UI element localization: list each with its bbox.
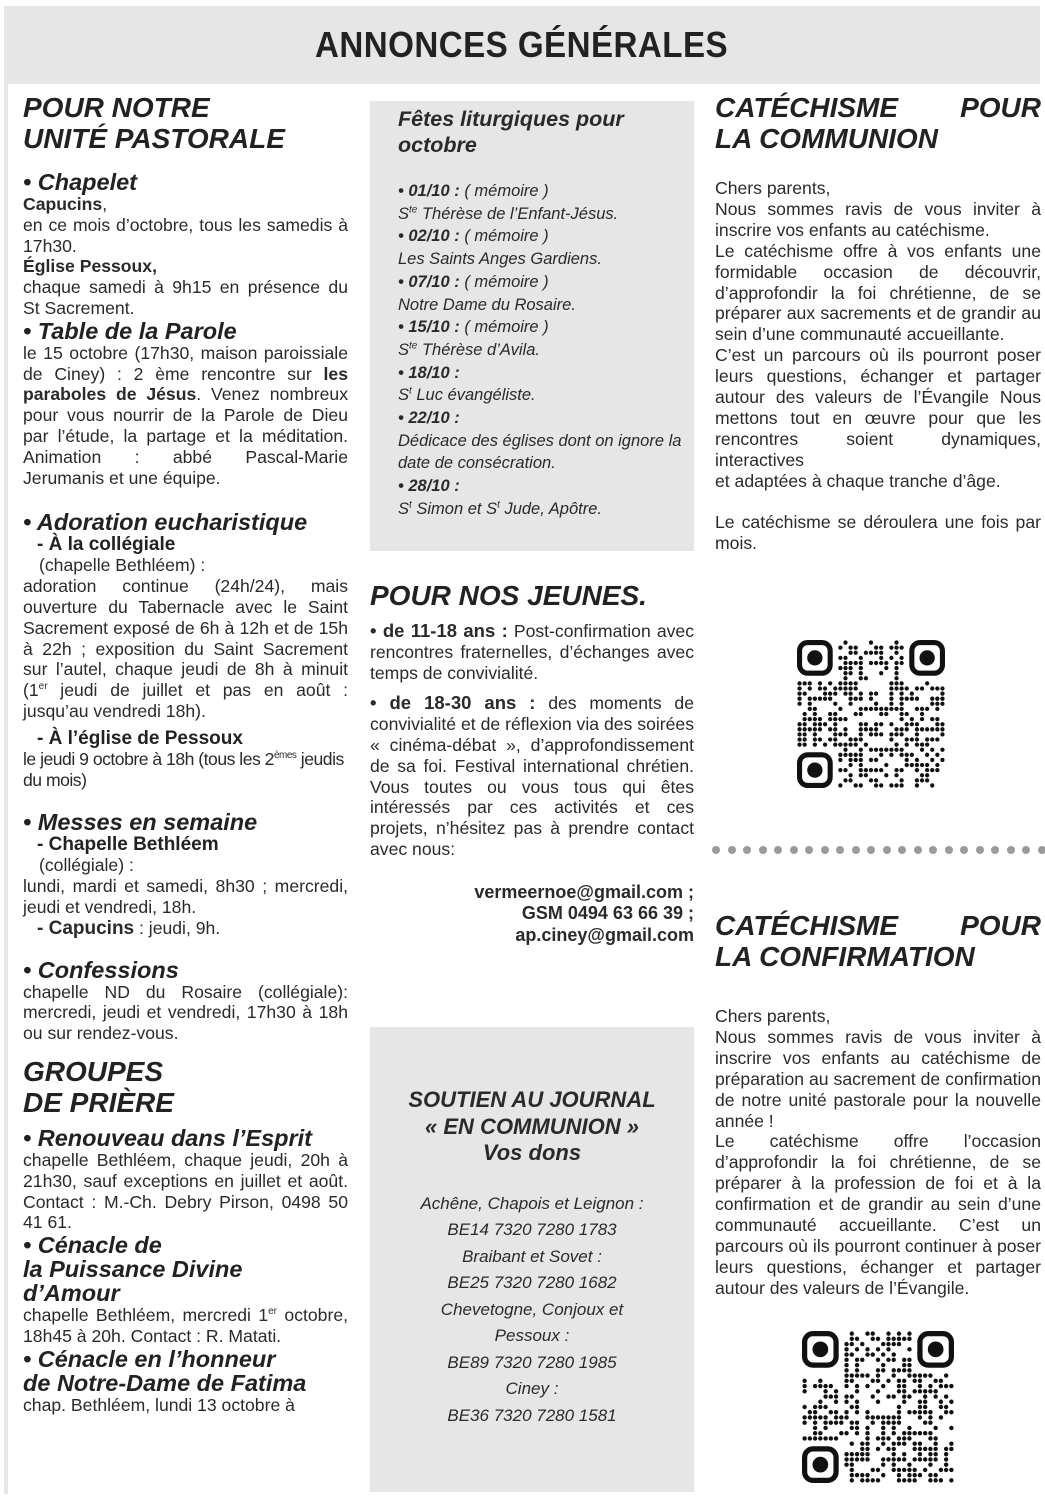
feast-date: • 18/10 : xyxy=(398,363,460,382)
messes-place: (collégiale) : xyxy=(39,855,134,876)
qr-code-icon[interactable] xyxy=(797,640,945,788)
section-title-unite-pastorale: POUR NOTRE UNITÉ PASTORALE xyxy=(23,92,285,154)
section-jeunes xyxy=(370,580,694,946)
divider-dot xyxy=(883,846,891,854)
divider-dot xyxy=(712,846,720,854)
jeunes-title: POUR NOS JEUNES. xyxy=(370,580,647,611)
chapelet-text-pessoux: chaque samedi à 9h15 en présence du St Sacrement. xyxy=(23,277,348,318)
confirmation-p2: Nous sommes ravis de vous inviter à inscrire vos enfants au catéchisme de préparation au sacrement de confirmation de notre unité pastorale pour la nouvelle année ! xyxy=(715,1026,1041,1131)
adoration-sub-pessoux: - À l’église de Pessoux xyxy=(37,727,243,749)
feast-date: • 07/10 : ( mémoire ) xyxy=(398,272,549,291)
divider-dot xyxy=(976,846,984,854)
contact-email-ciney[interactable]: ap.ciney@gmail.com xyxy=(515,924,694,945)
feast-date: • 22/10 : xyxy=(398,409,460,428)
adoration-heading: • Adoration eucharistique xyxy=(23,509,308,536)
feast-name: $S^t$ Simon et $S^t$ Jude, Apôtre. xyxy=(398,499,602,518)
divider-dot xyxy=(821,846,829,854)
dotted-divider xyxy=(712,846,1045,856)
renouveau-heading: • Renouveau dans l’Esprit xyxy=(23,1124,312,1151)
cenacle-fatima-text: chap. Bethléem, lundi 13 octobre à xyxy=(23,1394,295,1415)
cenacle-puissance-heading: • Cénacle de la Puissance Divine d’Amour xyxy=(23,1232,243,1307)
item-table-parole xyxy=(23,319,348,489)
messes-text: lundi, mardi et samedi, 8h30 ; mercredi, jeudi et vendredi, 18h. xyxy=(23,876,348,917)
divider-dot xyxy=(790,846,798,854)
parish-label: Braibant et Sovet : xyxy=(462,1246,602,1266)
jeunes-contact xyxy=(370,882,694,947)
adoration-sub-collegiale: - À la collégiale xyxy=(37,534,176,556)
divider-dot xyxy=(728,846,736,854)
communion-p4: C’est un parcours où ils pourront poser leurs questions, échanger et partager autour des valeurs de l’Évangile Nous mettons tout en œuvre pour que les rencontres soient dynamiques, interactives xyxy=(715,345,1041,470)
communion-p3: Le catéchisme offre à vos enfants une formidable occasion de découvrir, d’approfondir la foi chrétienne, de se préparer aux sacrements et de grandir au sein d’une communauté accueillante. xyxy=(715,240,1041,345)
communion-greeting: Chers parents, xyxy=(715,178,831,198)
contact-email-vermeer[interactable]: vermeernoe@gmail.com ; xyxy=(474,881,694,902)
divider-dot xyxy=(1038,846,1045,854)
feast-name: Notre Dame du Rosaire. xyxy=(398,295,576,314)
divider-dot xyxy=(960,846,968,854)
iban-number: BE25 7320 7280 1682 xyxy=(447,1273,617,1292)
jeunes-item-18-30: • de 18-30 ans : des moments de convivialité et de réflexion via des soirées « cinéma-débat », d’approfondissement de sa foi. Festival international chrétien. Vous toutes ou vous tous qui êtes intéressés par ces activités et ces projets, n’hésitez pas à prendre contact avec nous: xyxy=(370,692,695,859)
feast-name: Dédicace des églises dont on ignore la date de consécration. xyxy=(398,431,682,473)
parish-label: Achêne, Chapois et Leignon : xyxy=(420,1193,644,1213)
item-confessions xyxy=(23,958,348,1044)
chapelet-heading: • Chapelet xyxy=(23,169,138,195)
cenacle-fatima-heading: • Cénacle en l’honneur de Notre-Dame de Fatima xyxy=(23,1345,307,1396)
item-cenacle-fatima xyxy=(23,1347,348,1416)
item-renouveau xyxy=(23,1126,348,1233)
divider-dot xyxy=(743,846,751,854)
iban-number: BE89 7320 7280 1985 xyxy=(447,1352,617,1372)
parish-label: Chevetogne, Conjoux et xyxy=(440,1299,624,1319)
feast-name: Les Saints Anges Gardiens. xyxy=(398,250,602,269)
divider-dot xyxy=(805,846,813,854)
section-catechisme-communion xyxy=(715,92,1041,553)
section-title-groupes-priere: GROUPES DE PRIÈRE xyxy=(23,1055,174,1118)
confirmation-p3: Le catéchisme offre l’occasion d’approfondir la foi chrétienne, de se préparer à la profession de foi et à la confirmation et de grandir au sein d’une communauté accueillante. C’est un parcours où ils pourront continuer à poser leurs questions, échanger et partager autour des valeurs de l’Évangile. xyxy=(715,1131,1041,1298)
feast-name: $S^{te}$ Thérèse de l’Enfant-Jésus. xyxy=(398,204,619,223)
jeunes-item-11-18: • de 11-18 ans : Post-confirmation avec rencontres fraternelles, d’échanges avec temps de convivialité. xyxy=(370,620,694,683)
table-parole-text: le 15 octobre (17h30, maison paroissiale de Ciney) : 2 ème rencontre sur les paraboles de Jésus. Venez nombreux pour vous nourrir de la Parole de Dieu par l’étude, la partage et la méditation. Animation : abbé Pascal-Marie Jerumanis et une équipe. xyxy=(23,342,348,488)
messes-sub-bethleem: - Chapelle Bethléem xyxy=(37,834,219,856)
divider-dot xyxy=(991,846,999,854)
contact-gsm: GSM 0494 63 66 39 ; xyxy=(521,903,694,924)
confessions-heading: • Confessions xyxy=(23,956,179,983)
left-frame-border xyxy=(4,84,8,1494)
table-parole-heading: • Table de la Parole xyxy=(23,317,237,344)
chapelet-text-capucins: en ce mois d’octobre, tous les samedis à 17h30. xyxy=(23,214,348,256)
divider-dot xyxy=(852,846,860,854)
qr-code-icon[interactable] xyxy=(802,1331,954,1483)
confessions-text: chapelle ND du Rosaire (collégiale): mercredi, jeudi et vendredi, 17h30 à 18h ou sur rendez-vous. xyxy=(23,981,348,1044)
adoration-text-pessoux: le jeudi 9 octobre à 18h (tous les 2èmes jeudis du mois) xyxy=(23,748,344,790)
divider-dot xyxy=(1007,846,1015,854)
feast-date: • 28/10 : xyxy=(398,477,460,496)
iban-number: BE36 7320 7280 1581 xyxy=(447,1405,617,1425)
item-messes xyxy=(23,810,348,939)
page-title: ANNONCES GÉNÉRALES xyxy=(315,24,729,65)
item-cenacle-puissance xyxy=(23,1233,348,1347)
iban-number: BE14 7320 7280 1783 xyxy=(447,1220,617,1239)
parish-label: Pessoux : xyxy=(494,1326,570,1345)
divider-dot xyxy=(945,846,953,854)
dons-list xyxy=(370,1191,694,1430)
divider-dot xyxy=(774,846,782,854)
feast-name: $S^t$ Luc évangéliste. xyxy=(398,385,536,405)
divider-dot xyxy=(867,846,875,854)
renouveau-text: chapelle Bethléem, chaque jeudi, 20h à 21h30, sauf exceptions en juillet et août. Contact : M.-Ch. Debry Pirson, 0498 50 41 61. xyxy=(23,1149,348,1233)
section-catechisme-confirmation xyxy=(715,910,1041,1299)
feasts-title: Fêtes liturgiques pour octobre xyxy=(398,107,624,157)
messes-capucins: - Capucins : jeudi, 9h. xyxy=(37,917,221,939)
cenacle-puissance-text: chapelle Bethléem, mercredi 1er octobre, 18h45 à 20h. Contact : R. Matati. xyxy=(23,1305,348,1346)
messes-heading: • Messes en semaine xyxy=(23,809,258,836)
divider-dot xyxy=(914,846,922,854)
divider-dot xyxy=(898,846,906,854)
confirmation-title: CATÉCHISME POUR LA CONFIRMATION xyxy=(715,910,1041,972)
divider-dot xyxy=(929,846,937,854)
item-adoration xyxy=(23,510,348,790)
communion-p2: Nous sommes ravis de vous inviter à inscrire vos enfants au catéchisme. xyxy=(715,198,1041,240)
feast-date: • 15/10 : ( mémoire ) xyxy=(398,318,549,337)
communion-p6: Le catéchisme se déroulera une fois par mois. xyxy=(715,511,1041,553)
confirmation-greeting: Chers parents, xyxy=(715,1006,831,1026)
feast-date: • 01/10 : ( mémoire ) xyxy=(398,182,549,200)
parish-label: Ciney : xyxy=(505,1379,559,1398)
feast-date: • 02/10 : ( mémoire ) xyxy=(398,227,549,246)
feast-name: $S^{te}$ Thérèse d’Avila. xyxy=(398,340,540,359)
dons-box xyxy=(370,1027,694,1492)
divider-dot xyxy=(1022,846,1030,854)
chapelet-place-pessoux: Église Pessoux, xyxy=(23,256,157,277)
communion-p5: et adaptées à chaque tranche d’âge. xyxy=(715,470,1001,491)
adoration-text-collegiale: adoration continue (24h/24), mais ouverture du Tabernacle avec le Saint Sacrement exposé de 6h à 12h et de 15h à 22h ; exposition du Saint Sacrement sur l’autel, chaque jeudi de 8h à minuit (1er jeudi de juillet et pas en août : jusqu’au vendredi 18h). xyxy=(23,576,348,721)
feasts-box xyxy=(370,101,694,551)
chapelet-place-capucins: Capucins xyxy=(23,194,103,214)
divider-dot xyxy=(759,846,767,854)
dons-title: SOUTIEN AU JOURNAL « EN COMMUNION » Vos dons xyxy=(408,1087,656,1165)
feasts-list xyxy=(398,180,684,521)
page-header xyxy=(4,6,1040,84)
column-unite-pastorale xyxy=(23,92,348,1415)
communion-title: CATÉCHISME POUR LA COMMUNION xyxy=(715,92,1041,154)
item-chapelet: • Chapelet Capucins, en ce mois d’octobre, tous les samedis à 17h30. Église Pessoux, chaque samedi à 9h15 en présence du St Sacrement. xyxy=(23,169,348,318)
divider-dot xyxy=(836,846,844,854)
adoration-place: (chapelle Bethléem) : xyxy=(39,555,206,576)
